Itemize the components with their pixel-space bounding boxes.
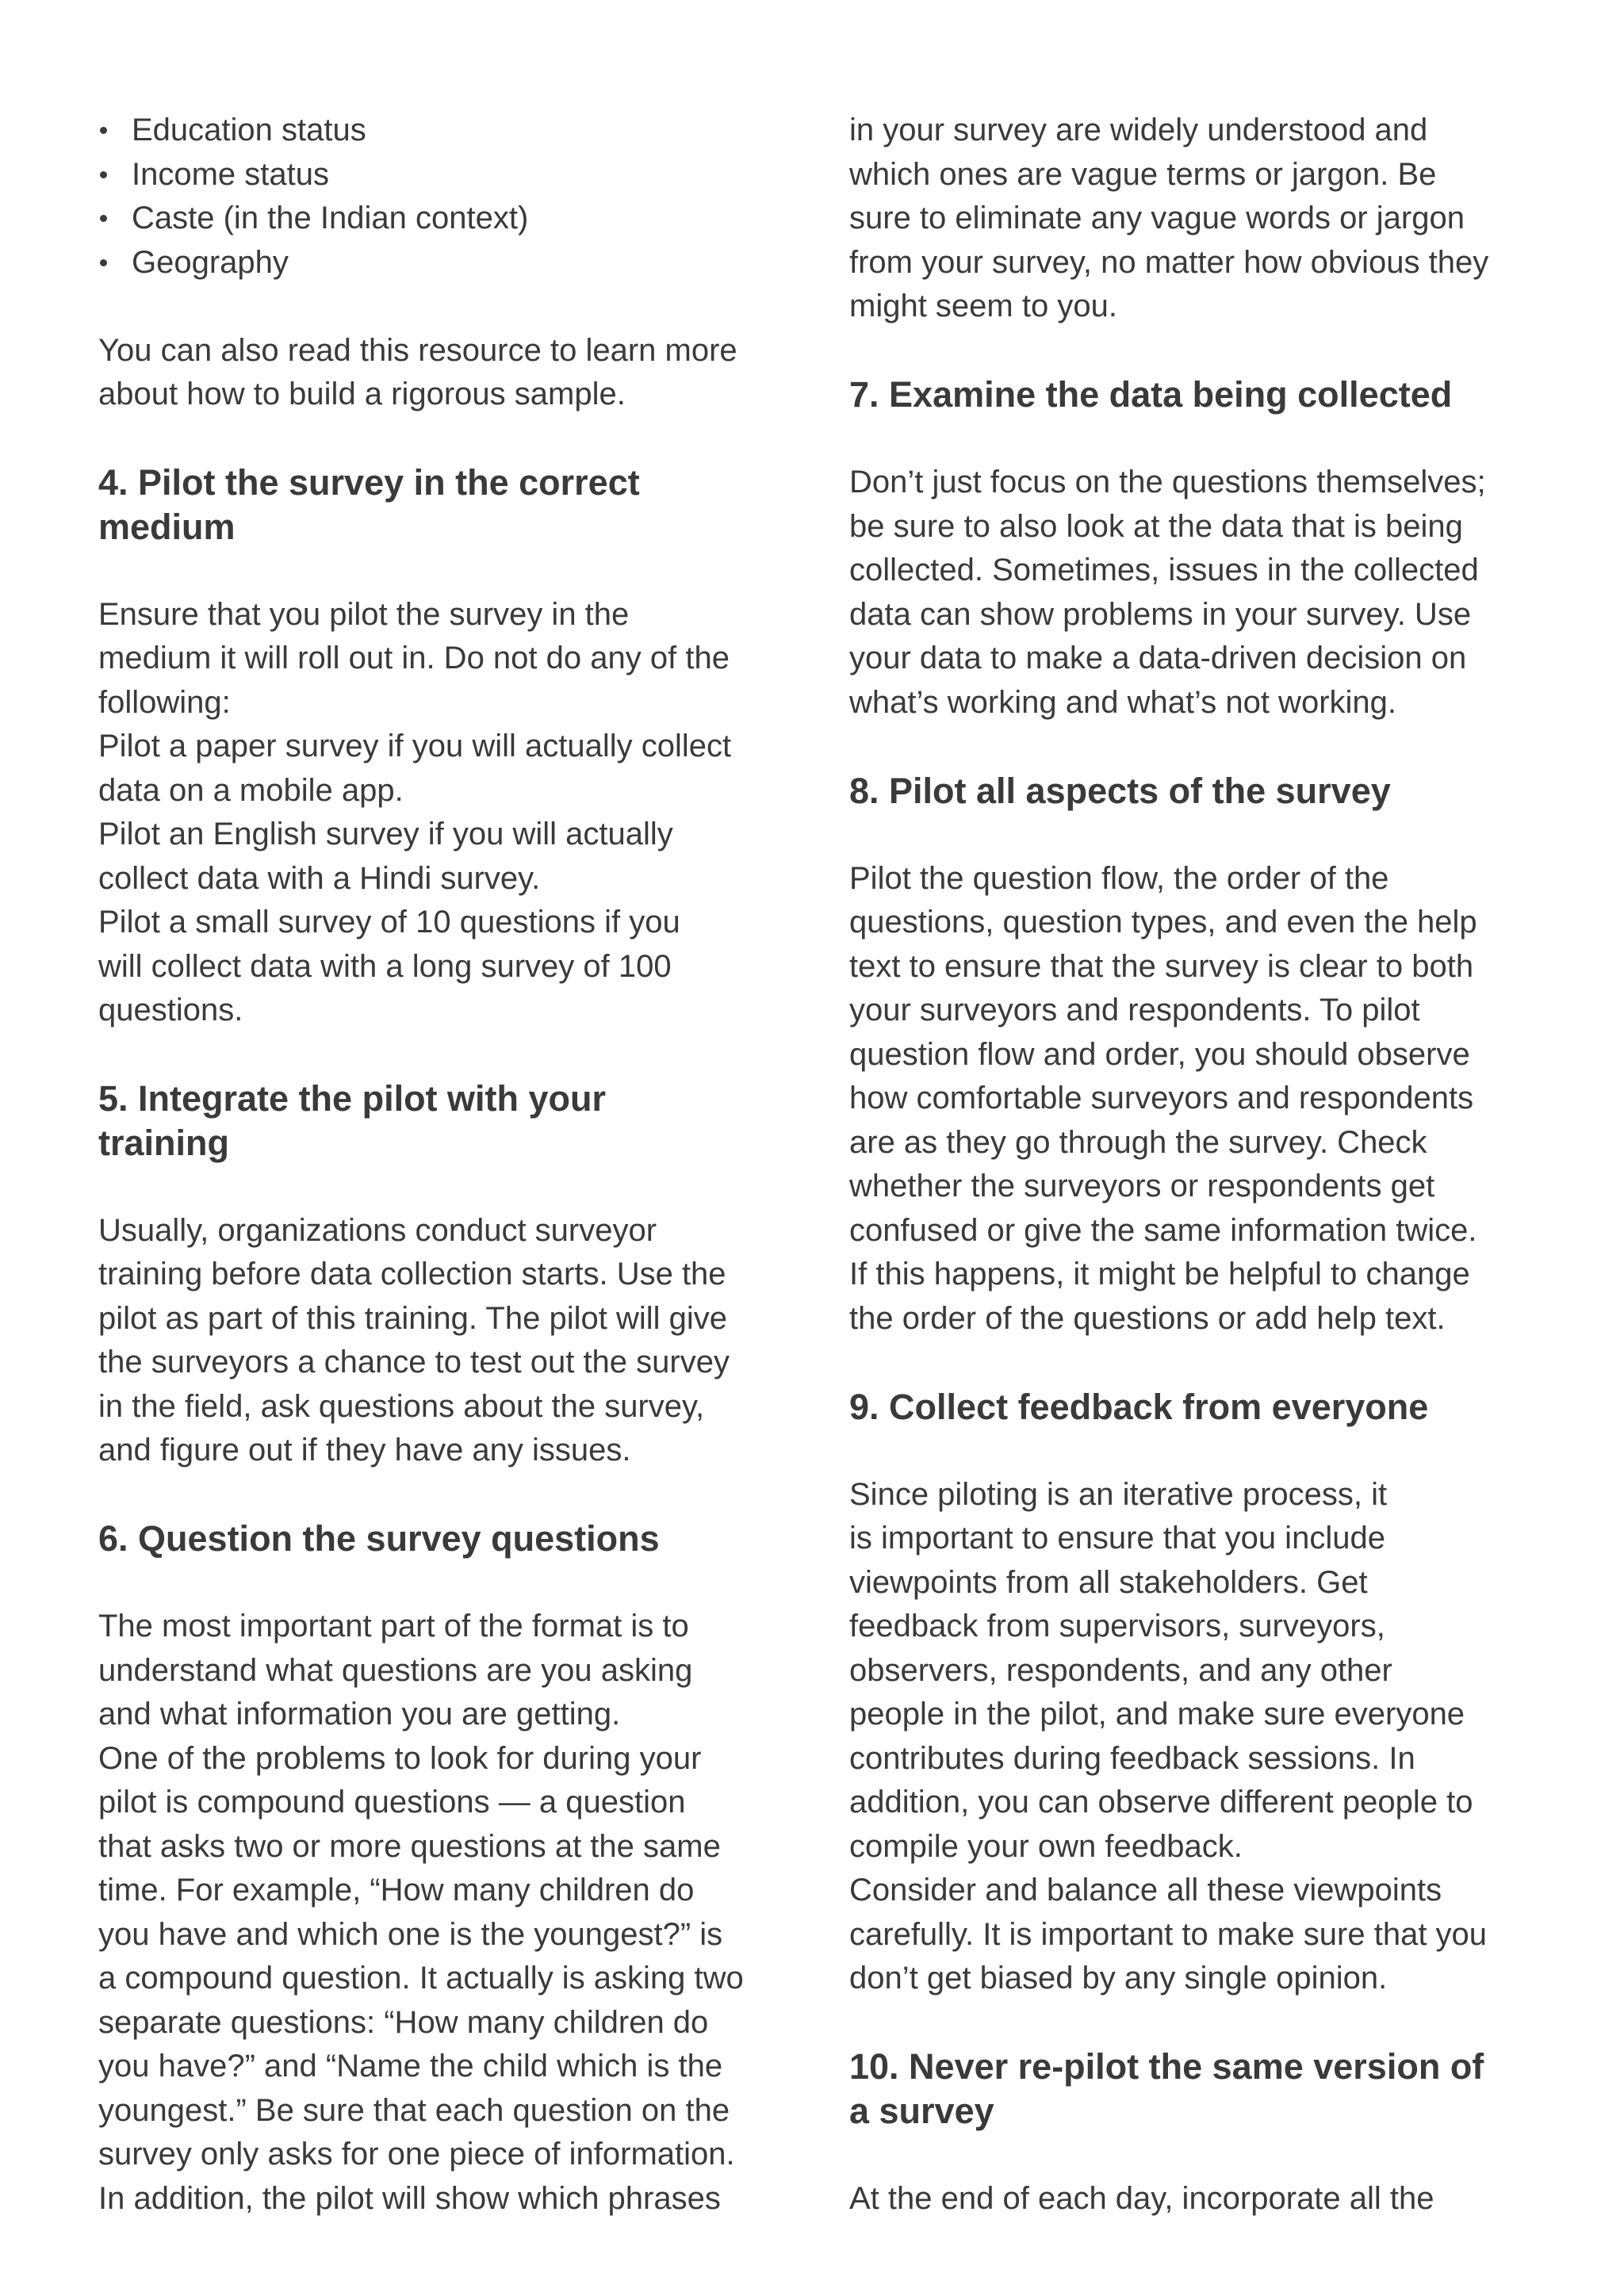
bullet-icon xyxy=(100,171,107,178)
section-6-continued: in your survey are widely understood and which ones are vague terms or jargon. Be sure to eliminate any vague words or jargon from your survey, no matter how obvious they might seem to you. xyxy=(849,113,1489,323)
section-8-body: Pilot the question flow, the order of the questions, question types, and even the help text to ensure that the survey is clear to both your surveyors and respondents. To pilot question flow and order, you should observe how comfortable surveyors and respondents are as they go through the survey. Check whether the surveyors or respondents get confused or give the same information twice. If this happens, it might be helpful to change the order of the questions or add help text. xyxy=(849,860,1477,1336)
section-6-body: The most important part of the format is to understand what questions are you asking and what information you are getting. One of the problems to look for during your pilot is compound questions — a question that asks two or more questions at the same time. For example, “How many children do you have and which one is the youngest?” is a compound question. It actually is asking two separate questions: “How many children do you have?” and “Name the child which is the youngest.” Be sure that each question on the survey only asks for one piece of information. In addition, the pilot will show which phrases xyxy=(98,1609,744,2216)
section-4-heading: 4. Pilot the survey in the correct medium xyxy=(98,462,640,547)
intro-paragraph: You can also read this resource to learn more about how to build a rigorous sample. xyxy=(98,332,737,411)
list-item: Caste (in the Indian context) xyxy=(98,197,796,241)
section-10-heading: 10. Never re-pilot the same version of a survey xyxy=(849,2046,1484,2131)
list-item: Income status xyxy=(98,153,796,197)
section-6-heading: 6. Question the survey questions xyxy=(98,1518,660,1559)
section-9-heading: 9. Collect feedback from everyone xyxy=(849,1386,1429,1427)
section-4-body: Ensure that you pilot the survey in the medium it will roll out in. Do not do any of the following: Pilot a paper survey if you will actually collect data on a mobile app. Pilot an English survey if you will actually collect data with a Hindi survey. Pilot a small survey of 10 questions if you will collect data with a long survey of 100 questions. xyxy=(98,596,732,1027)
section-5-heading: 5. Integrate the pilot with your training xyxy=(98,1078,607,1163)
list-item: Education status xyxy=(98,109,796,153)
demographic-bullet-list xyxy=(98,109,796,285)
section-5-body: Usually, organizations conduct surveyor training before data collection starts. Use the pilot as part of this training. The pilot will give the surveyors a chance to test out the survey in the field, ask questions about the survey, and figure out if they have any issues. xyxy=(98,1212,730,1468)
list-item: Geography xyxy=(98,241,796,285)
right-column xyxy=(849,109,1547,2221)
section-7-body: Don’t just focus on the questions themselves; be sure to also look at the data that is being collected. Sometimes, issues in the collected data can show problems in your survey. Use your data to make a data-driven decision on what’s working and what’s not working. xyxy=(849,465,1486,720)
left-column xyxy=(98,109,796,2221)
section-8-heading: 8. Pilot all aspects of the survey xyxy=(849,770,1391,811)
section-7-heading: 7. Examine the data being collected xyxy=(849,374,1453,415)
section-10-body: At the end of each day, incorporate all the xyxy=(849,2180,1434,2216)
bullet-icon xyxy=(100,127,107,134)
section-9-body: Since piloting is an iterative process, it is important to ensure that you include viewpoints from all stakeholders. Get feedback from supervisors, surveyors, observers, respondents, and any other people in the pilot, and make sure everyone contributes during feedback sessions. In addition, you can observe different people to compile your own feedback. Consider and balance all these viewpoints carefully. It is important to make sure that you don’t get biased by any single opinion. xyxy=(849,1476,1488,1996)
bullet-icon xyxy=(100,215,107,222)
bullet-icon xyxy=(100,259,107,266)
